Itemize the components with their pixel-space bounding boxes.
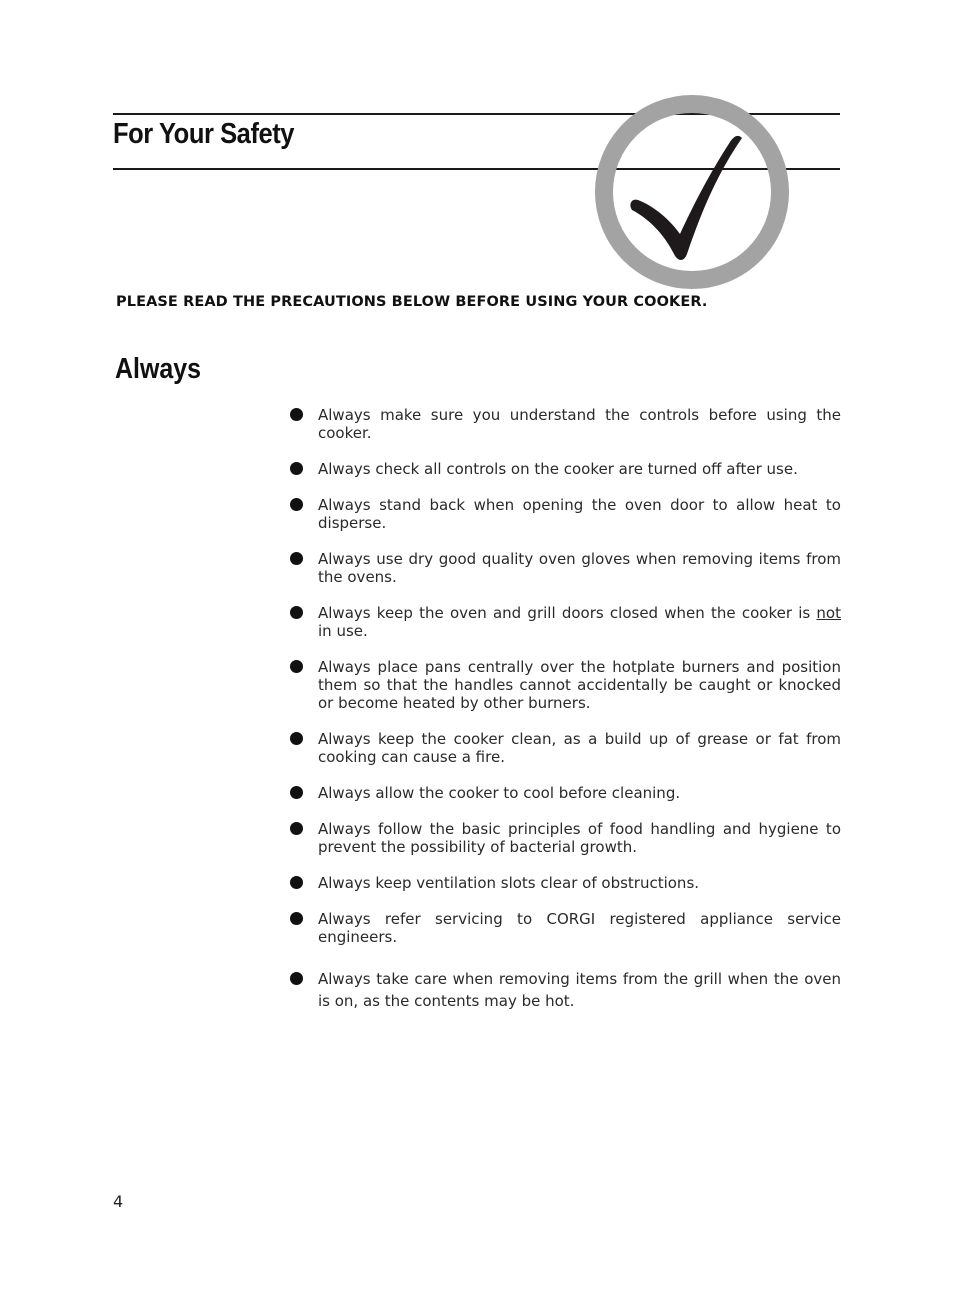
list-item xyxy=(288,658,841,712)
checkmark-circle-icon xyxy=(592,92,792,292)
list-item xyxy=(288,406,841,442)
list-item xyxy=(288,604,841,640)
list-item-text xyxy=(318,604,841,640)
list-item-text: Always allow the cooker to cool before cleaning. xyxy=(318,784,681,802)
page-title: For Your Safety xyxy=(113,118,295,150)
bullet-icon xyxy=(290,462,303,475)
bullet-icon xyxy=(290,876,303,889)
list-item-text: Always refer servicing to CORGI registered appliance service engineers. xyxy=(318,910,841,946)
list-item-text: Always take care when removing items from the grill when the oven is on, as the contents may be hot. xyxy=(318,970,841,1010)
list-item-text: Always stand back when opening the oven door to allow heat to disperse. xyxy=(318,496,841,532)
list-item xyxy=(288,820,841,856)
bullet-icon xyxy=(290,552,303,565)
list-item xyxy=(288,730,841,766)
bullet-icon xyxy=(290,786,303,799)
list-item xyxy=(288,460,841,478)
bullet-icon xyxy=(290,408,303,421)
list-item-text: Always place pans centrally over the hotplate burners and position them so that the handles cannot accidentally be caught or knocked or become heated by other burners. xyxy=(318,658,841,712)
list-item-text: Always keep ventilation slots clear of obstructions. xyxy=(318,874,700,892)
bullet-icon xyxy=(290,660,303,673)
list-item xyxy=(288,550,841,586)
always-list xyxy=(288,406,841,1012)
bullet-icon xyxy=(290,606,303,619)
list-item xyxy=(288,968,841,1012)
underlined-word: not xyxy=(816,604,841,622)
page-number: 4 xyxy=(113,1192,124,1211)
list-item-text-pre: Always keep the oven and grill doors closed when the cooker is xyxy=(318,604,817,622)
bullet-icon xyxy=(290,498,303,511)
list-item xyxy=(288,496,841,532)
section-title-always: Always xyxy=(115,353,201,385)
bullet-icon xyxy=(290,732,303,745)
list-item-text-post: in use. xyxy=(318,622,368,640)
list-item-text: Always use dry good quality oven gloves when removing items from the ovens. xyxy=(318,550,841,586)
list-item-text: Always follow the basic principles of food handling and hygiene to prevent the possibility of bacterial growth. xyxy=(318,820,841,856)
list-item-text: Always keep the cooker clean, as a build up of grease or fat from cooking can cause a fire. xyxy=(318,730,841,766)
precautions-heading: PLEASE READ THE PRECAUTIONS BELOW BEFORE USING YOUR COOKER. xyxy=(116,294,708,310)
list-item-text: Always make sure you understand the controls before using the cooker. xyxy=(318,406,841,442)
bullet-icon xyxy=(290,822,303,835)
bullet-icon xyxy=(290,972,303,985)
list-item xyxy=(288,784,841,802)
list-item-text: Always check all controls on the cooker are turned off after use. xyxy=(318,460,798,478)
bullet-icon xyxy=(290,912,303,925)
list-item xyxy=(288,910,841,946)
list-item xyxy=(288,874,841,892)
